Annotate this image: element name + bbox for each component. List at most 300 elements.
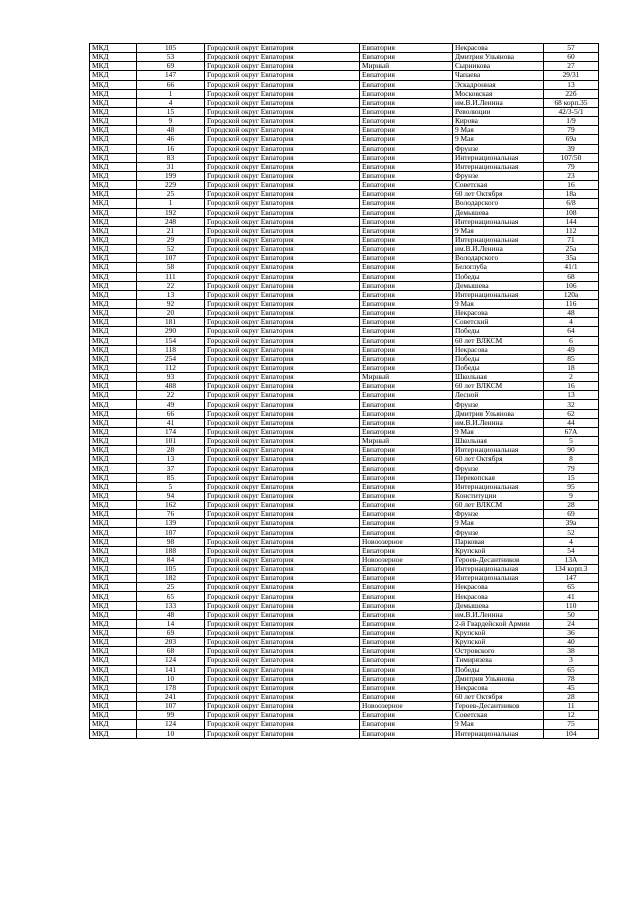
object-type-cell: МКД: [90, 528, 137, 537]
object-number-cell: 58: [137, 263, 205, 272]
table-row: [90, 299, 599, 308]
district-cell: Городской округ Евпатория: [205, 601, 360, 610]
object-number-cell: 83: [137, 153, 205, 162]
house-number-cell: 28: [544, 692, 599, 701]
house-number-cell: 9: [544, 491, 599, 500]
house-number-cell: 69: [544, 510, 599, 519]
table-row: [90, 656, 599, 665]
house-number-cell: 35а: [544, 254, 599, 263]
settlement-cell: Евпатория: [360, 226, 453, 235]
object-number-cell: 15: [137, 107, 205, 116]
district-cell: Городской округ Евпатория: [205, 418, 360, 427]
object-number-cell: 66: [137, 80, 205, 89]
house-number-cell: 68: [544, 272, 599, 281]
object-number-cell: 162: [137, 501, 205, 510]
district-cell: Городской округ Евпатория: [205, 610, 360, 619]
house-number-cell: 22б: [544, 89, 599, 98]
house-number-cell: 95: [544, 482, 599, 491]
object-number-cell: 111: [137, 272, 205, 281]
table-row: [90, 391, 599, 400]
street-cell: Белоглуба: [453, 263, 544, 272]
table-row: [90, 418, 599, 427]
house-number-cell: 78: [544, 674, 599, 683]
settlement-cell: Евпатория: [360, 601, 453, 610]
house-number-cell: 75: [544, 720, 599, 729]
house-number-cell: 13: [544, 391, 599, 400]
object-number-cell: 92: [137, 299, 205, 308]
housing-table-body: [90, 44, 599, 739]
street-cell: Интернациональная: [453, 290, 544, 299]
table-row: [90, 144, 599, 153]
object-number-cell: 10: [137, 674, 205, 683]
house-number-cell: 12: [544, 711, 599, 720]
house-number-cell: 13: [544, 80, 599, 89]
district-cell: Городской округ Евпатория: [205, 190, 360, 199]
object-type-cell: МКД: [90, 327, 137, 336]
house-number-cell: 79: [544, 162, 599, 171]
settlement-cell: Мирный: [360, 373, 453, 382]
house-number-cell: 79: [544, 464, 599, 473]
table-row: [90, 162, 599, 171]
object-type-cell: МКД: [90, 53, 137, 62]
district-cell: Городской округ Евпатория: [205, 592, 360, 601]
settlement-cell: Евпатория: [360, 290, 453, 299]
settlement-cell: Евпатория: [360, 199, 453, 208]
district-cell: Городской округ Евпатория: [205, 638, 360, 647]
object-type-cell: МКД: [90, 126, 137, 135]
street-cell: 60 лет ВЛКСМ: [453, 336, 544, 345]
object-type-cell: МКД: [90, 153, 137, 162]
street-cell: Революции: [453, 107, 544, 116]
object-type-cell: МКД: [90, 254, 137, 263]
object-type-cell: МКД: [90, 226, 137, 235]
settlement-cell: Евпатория: [360, 391, 453, 400]
district-cell: Городской округ Евпатория: [205, 528, 360, 537]
object-number-cell: 14: [137, 619, 205, 628]
settlement-cell: Евпатория: [360, 80, 453, 89]
district-cell: Городской округ Евпатория: [205, 537, 360, 546]
object-number-cell: 107: [137, 702, 205, 711]
settlement-cell: Евпатория: [360, 107, 453, 116]
object-number-cell: 178: [137, 683, 205, 692]
settlement-cell: Евпатория: [360, 418, 453, 427]
district-cell: Городской округ Евпатория: [205, 126, 360, 135]
object-type-cell: МКД: [90, 729, 137, 738]
object-type-cell: МКД: [90, 208, 137, 217]
house-number-cell: 108: [544, 208, 599, 217]
object-number-cell: 37: [137, 464, 205, 473]
district-cell: Городской округ Евпатория: [205, 235, 360, 244]
house-number-cell: 16: [544, 181, 599, 190]
object-type-cell: МКД: [90, 144, 137, 153]
street-cell: Победы: [453, 363, 544, 372]
settlement-cell: Евпатория: [360, 464, 453, 473]
house-number-cell: 107/50: [544, 153, 599, 162]
house-number-cell: 134 корп.3: [544, 565, 599, 574]
house-number-cell: 4: [544, 318, 599, 327]
object-type-cell: МКД: [90, 162, 137, 171]
district-cell: Городской округ Евпатория: [205, 162, 360, 171]
settlement-cell: Евпатория: [360, 71, 453, 80]
house-number-cell: 147: [544, 574, 599, 583]
settlement-cell: Евпатория: [360, 583, 453, 592]
house-number-cell: 69а: [544, 135, 599, 144]
street-cell: им.В.И.Ленина: [453, 610, 544, 619]
district-cell: Городской округ Евпатория: [205, 702, 360, 711]
table-row: [90, 80, 599, 89]
settlement-cell: Евпатория: [360, 281, 453, 290]
settlement-cell: Евпатория: [360, 674, 453, 683]
house-number-cell: 29/31: [544, 71, 599, 80]
object-number-cell: 46: [137, 135, 205, 144]
street-cell: 9 Мая: [453, 135, 544, 144]
district-cell: Городской округ Евпатория: [205, 473, 360, 482]
table-row: [90, 98, 599, 107]
table-row: [90, 354, 599, 363]
street-cell: Некрасова: [453, 345, 544, 354]
street-cell: Островского: [453, 647, 544, 656]
object-type-cell: МКД: [90, 281, 137, 290]
table-row: [90, 638, 599, 647]
settlement-cell: Евпатория: [360, 720, 453, 729]
object-type-cell: МКД: [90, 263, 137, 272]
district-cell: Городской округ Евпатория: [205, 309, 360, 318]
object-number-cell: 25: [137, 190, 205, 199]
settlement-cell: Евпатория: [360, 565, 453, 574]
house-number-cell: 40: [544, 638, 599, 647]
settlement-cell: Евпатория: [360, 299, 453, 308]
object-number-cell: 124: [137, 720, 205, 729]
district-cell: Городской округ Евпатория: [205, 89, 360, 98]
object-type-cell: МКД: [90, 382, 137, 391]
settlement-cell: Евпатория: [360, 363, 453, 372]
street-cell: Интернациональная: [453, 446, 544, 455]
settlement-cell: Евпатория: [360, 665, 453, 674]
district-cell: Городской округ Евпатория: [205, 683, 360, 692]
district-cell: Городской округ Евпатория: [205, 519, 360, 528]
object-type-cell: МКД: [90, 318, 137, 327]
housing-table: [89, 43, 599, 739]
district-cell: Городской округ Евпатория: [205, 254, 360, 263]
settlement-cell: Евпатория: [360, 327, 453, 336]
table-row: [90, 235, 599, 244]
object-type-cell: МКД: [90, 647, 137, 656]
settlement-cell: Евпатория: [360, 501, 453, 510]
street-cell: Фрунзе: [453, 510, 544, 519]
street-cell: Победы: [453, 272, 544, 281]
house-number-cell: 104: [544, 729, 599, 738]
settlement-cell: Евпатория: [360, 135, 453, 144]
object-number-cell: 41: [137, 418, 205, 427]
object-type-cell: МКД: [90, 354, 137, 363]
object-type-cell: МКД: [90, 592, 137, 601]
settlement-cell: Евпатория: [360, 217, 453, 226]
district-cell: Городской округ Евпатория: [205, 729, 360, 738]
object-type-cell: МКД: [90, 491, 137, 500]
settlement-cell: Евпатория: [360, 382, 453, 391]
street-cell: Чапаева: [453, 71, 544, 80]
object-number-cell: 1: [137, 89, 205, 98]
object-number-cell: 181: [137, 318, 205, 327]
object-number-cell: 107: [137, 528, 205, 537]
table-row: [90, 574, 599, 583]
object-number-cell: 85: [137, 473, 205, 482]
street-cell: 2-й Гвардейской Армии: [453, 619, 544, 628]
street-cell: 9 Мая: [453, 126, 544, 135]
table-row: [90, 665, 599, 674]
house-number-cell: 57: [544, 44, 599, 53]
house-number-cell: 39а: [544, 519, 599, 528]
object-number-cell: 141: [137, 665, 205, 674]
street-cell: 60 лет ВЛКСМ: [453, 501, 544, 510]
street-cell: Героев-Десантников: [453, 702, 544, 711]
object-number-cell: 154: [137, 336, 205, 345]
street-cell: Интернациональная: [453, 162, 544, 171]
settlement-cell: Евпатория: [360, 162, 453, 171]
settlement-cell: Евпатория: [360, 245, 453, 254]
settlement-cell: Евпатория: [360, 44, 453, 53]
object-number-cell: 248: [137, 217, 205, 226]
house-number-cell: 8: [544, 455, 599, 464]
table-row: [90, 473, 599, 482]
street-cell: Перекопская: [453, 473, 544, 482]
street-cell: Некрасова: [453, 592, 544, 601]
object-number-cell: 105: [137, 565, 205, 574]
street-cell: Демышева: [453, 208, 544, 217]
object-number-cell: 48: [137, 610, 205, 619]
street-cell: 60 лет ВЛКСМ: [453, 382, 544, 391]
house-number-cell: 65: [544, 583, 599, 592]
house-number-cell: 110: [544, 601, 599, 610]
street-cell: Дмитрия Ульянова: [453, 53, 544, 62]
object-type-cell: МКД: [90, 272, 137, 281]
object-number-cell: 133: [137, 601, 205, 610]
street-cell: Интернациональная: [453, 565, 544, 574]
street-cell: Интернациональная: [453, 153, 544, 162]
object-type-cell: МКД: [90, 446, 137, 455]
street-cell: 9 Мая: [453, 226, 544, 235]
table-row: [90, 592, 599, 601]
street-cell: им.В.И.Ленина: [453, 98, 544, 107]
object-number-cell: 13: [137, 455, 205, 464]
object-type-cell: МКД: [90, 80, 137, 89]
table-row: [90, 647, 599, 656]
object-number-cell: 147: [137, 71, 205, 80]
district-cell: Городской округ Евпатория: [205, 665, 360, 674]
object-type-cell: МКД: [90, 683, 137, 692]
table-row: [90, 363, 599, 372]
district-cell: Городской округ Евпатория: [205, 656, 360, 665]
district-cell: Городской округ Евпатория: [205, 373, 360, 382]
table-row: [90, 601, 599, 610]
table-row: [90, 62, 599, 71]
settlement-cell: Евпатория: [360, 89, 453, 98]
house-number-cell: 54: [544, 546, 599, 555]
settlement-cell: Евпатория: [360, 692, 453, 701]
object-number-cell: 22: [137, 391, 205, 400]
street-cell: Советский: [453, 318, 544, 327]
district-cell: Городской округ Евпатория: [205, 44, 360, 53]
object-number-cell: 99: [137, 711, 205, 720]
object-type-cell: МКД: [90, 665, 137, 674]
table-row: [90, 711, 599, 720]
object-number-cell: 188: [137, 546, 205, 555]
house-number-cell: 32: [544, 400, 599, 409]
object-type-cell: МКД: [90, 610, 137, 619]
table-row: [90, 482, 599, 491]
district-cell: Городской округ Евпатория: [205, 574, 360, 583]
street-cell: Эскадронная: [453, 80, 544, 89]
district-cell: Городской округ Евпатория: [205, 290, 360, 299]
object-type-cell: МКД: [90, 290, 137, 299]
settlement-cell: Евпатория: [360, 528, 453, 537]
table-row: [90, 263, 599, 272]
object-type-cell: МКД: [90, 336, 137, 345]
house-number-cell: 5: [544, 437, 599, 446]
house-number-cell: 6/8: [544, 199, 599, 208]
district-cell: Городской округ Евпатория: [205, 199, 360, 208]
district-cell: Городской округ Евпатория: [205, 629, 360, 638]
street-cell: Демышева: [453, 281, 544, 290]
house-number-cell: 27: [544, 62, 599, 71]
settlement-cell: Евпатория: [360, 482, 453, 491]
settlement-cell: Евпатория: [360, 208, 453, 217]
district-cell: Городской округ Евпатория: [205, 144, 360, 153]
object-type-cell: МКД: [90, 510, 137, 519]
district-cell: Городской округ Евпатория: [205, 720, 360, 729]
house-number-cell: 38: [544, 647, 599, 656]
house-number-cell: 48: [544, 309, 599, 318]
house-number-cell: 24: [544, 619, 599, 628]
street-cell: Интернациональная: [453, 217, 544, 226]
district-cell: Городской округ Евпатория: [205, 71, 360, 80]
object-type-cell: МКД: [90, 135, 137, 144]
table-row: [90, 427, 599, 436]
object-number-cell: 199: [137, 171, 205, 180]
settlement-cell: Евпатория: [360, 117, 453, 126]
settlement-cell: Евпатория: [360, 153, 453, 162]
street-cell: 60 лет Октября: [453, 190, 544, 199]
settlement-cell: Евпатория: [360, 455, 453, 464]
district-cell: Городской округ Евпатория: [205, 427, 360, 436]
settlement-cell: Евпатория: [360, 181, 453, 190]
house-number-cell: 3: [544, 656, 599, 665]
table-row: [90, 565, 599, 574]
object-type-cell: МКД: [90, 345, 137, 354]
table-row: [90, 107, 599, 116]
object-type-cell: МКД: [90, 583, 137, 592]
district-cell: Городской округ Евпатория: [205, 327, 360, 336]
settlement-cell: Евпатория: [360, 610, 453, 619]
table-row: [90, 510, 599, 519]
table-row: [90, 437, 599, 446]
object-number-cell: 94: [137, 491, 205, 500]
object-number-cell: 68: [137, 647, 205, 656]
district-cell: Городской округ Евпатория: [205, 491, 360, 500]
street-cell: им.В.И.Ленина: [453, 418, 544, 427]
street-cell: им.В.И.Ленина: [453, 245, 544, 254]
settlement-cell: Евпатория: [360, 345, 453, 354]
house-number-cell: 6: [544, 336, 599, 345]
table-row: [90, 464, 599, 473]
table-row: [90, 610, 599, 619]
district-cell: Городской округ Евпатория: [205, 437, 360, 446]
object-type-cell: МКД: [90, 601, 137, 610]
house-number-cell: 18: [544, 363, 599, 372]
object-type-cell: МКД: [90, 89, 137, 98]
table-row: [90, 190, 599, 199]
table-row: [90, 519, 599, 528]
district-cell: Городской округ Евпатория: [205, 226, 360, 235]
object-number-cell: 290: [137, 327, 205, 336]
house-number-cell: 106: [544, 281, 599, 290]
table-row: [90, 53, 599, 62]
street-cell: Крупской: [453, 638, 544, 647]
settlement-cell: Евпатория: [360, 190, 453, 199]
object-type-cell: МКД: [90, 427, 137, 436]
district-cell: Городской округ Евпатория: [205, 354, 360, 363]
object-number-cell: 174: [137, 427, 205, 436]
object-number-cell: 139: [137, 519, 205, 528]
object-number-cell: 52: [137, 245, 205, 254]
object-number-cell: 20: [137, 309, 205, 318]
street-cell: Демышева: [453, 601, 544, 610]
table-row: [90, 683, 599, 692]
house-number-cell: 15: [544, 473, 599, 482]
object-number-cell: 182: [137, 574, 205, 583]
settlement-cell: Евпатория: [360, 53, 453, 62]
object-type-cell: МКД: [90, 117, 137, 126]
settlement-cell: Евпатория: [360, 491, 453, 500]
object-number-cell: 28: [137, 446, 205, 455]
table-row: [90, 226, 599, 235]
house-number-cell: 2: [544, 373, 599, 382]
district-cell: Городской округ Евпатория: [205, 117, 360, 126]
district-cell: Городской округ Евпатория: [205, 62, 360, 71]
settlement-cell: Новоозерное: [360, 537, 453, 546]
object-type-cell: МКД: [90, 537, 137, 546]
table-row: [90, 400, 599, 409]
street-cell: Кирова: [453, 117, 544, 126]
table-row: [90, 446, 599, 455]
table-row: [90, 89, 599, 98]
settlement-cell: Евпатория: [360, 619, 453, 628]
settlement-cell: Евпатория: [360, 510, 453, 519]
district-cell: Городской округ Евпатория: [205, 382, 360, 391]
table-row: [90, 181, 599, 190]
object-type-cell: МКД: [90, 473, 137, 482]
district-cell: Городской округ Евпатория: [205, 391, 360, 400]
street-cell: Победы: [453, 665, 544, 674]
street-cell: Дмитрия Ульянова: [453, 674, 544, 683]
object-number-cell: 66: [137, 409, 205, 418]
district-cell: Городской округ Евпатория: [205, 647, 360, 656]
table-row: [90, 720, 599, 729]
district-cell: Городской округ Евпатория: [205, 263, 360, 272]
object-type-cell: МКД: [90, 199, 137, 208]
street-cell: Советская: [453, 181, 544, 190]
street-cell: Интернациональная: [453, 574, 544, 583]
district-cell: Городской округ Евпатория: [205, 555, 360, 564]
table-row: [90, 345, 599, 354]
object-type-cell: МКД: [90, 574, 137, 583]
settlement-cell: Евпатория: [360, 638, 453, 647]
object-type-cell: МКД: [90, 181, 137, 190]
object-type-cell: МКД: [90, 464, 137, 473]
object-type-cell: МКД: [90, 71, 137, 80]
object-type-cell: МКД: [90, 373, 137, 382]
object-type-cell: МКД: [90, 62, 137, 71]
